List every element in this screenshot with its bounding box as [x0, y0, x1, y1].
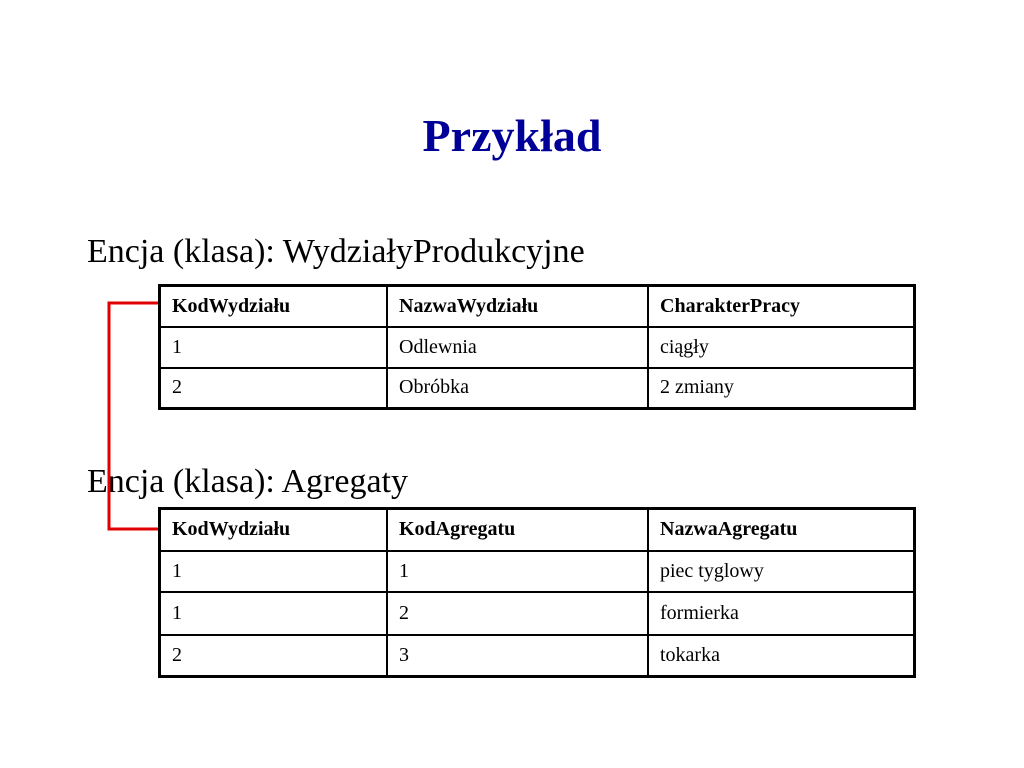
table-cell: Odlewnia: [387, 327, 648, 368]
table-cell: 2: [387, 592, 648, 635]
table-cell: formierka: [648, 592, 915, 635]
table-cell: 2: [160, 368, 388, 409]
column-header-kodwydzialu: KodWydziału: [160, 286, 388, 327]
table-cell: 2: [160, 635, 388, 677]
table-cell: 2 zmiany: [648, 368, 915, 409]
relationship-line: [109, 303, 158, 529]
column-header-kodagregatu: KodAgregatu: [387, 509, 648, 551]
table-cell: 1: [160, 327, 388, 368]
table-cell: ciągły: [648, 327, 915, 368]
table-cell: tokarka: [648, 635, 915, 677]
table-cell: 1: [387, 551, 648, 592]
column-header-charakterpracy: CharakterPracy: [648, 286, 915, 327]
table-cell: 1: [160, 551, 388, 592]
entity-heading-wydzialy: Encja (klasa): WydziałyProdukcyjne: [87, 233, 585, 270]
table-cell: piec tyglowy: [648, 551, 915, 592]
table-cell: 3: [387, 635, 648, 677]
entity-heading-agregaty: Encja (klasa): Agregaty: [87, 463, 408, 500]
column-header-nazwawydzialu: NazwaWydziału: [387, 286, 648, 327]
column-header-nazwaagregatu: NazwaAgregatu: [648, 509, 915, 551]
table-cell: Obróbka: [387, 368, 648, 409]
column-header-kodwydzialu: KodWydziału: [160, 509, 388, 551]
slide-title: Przykład: [422, 110, 602, 161]
table-cell: 1: [160, 592, 388, 635]
